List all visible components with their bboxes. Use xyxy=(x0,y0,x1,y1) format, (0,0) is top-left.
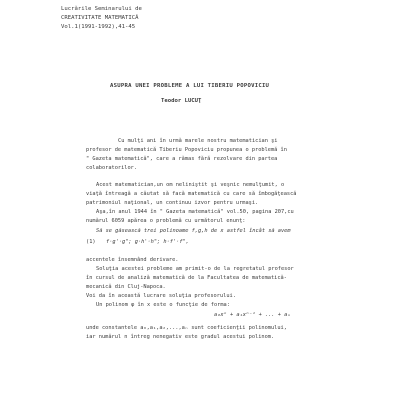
paragraph-2-line-1: Acest matematician,un om neliniştit şi veşnic nemulţumit, o xyxy=(96,182,285,188)
polynomial-form: a₀xⁿ + a₁xⁿ⁻¹ + ... + aₙ xyxy=(214,312,291,318)
paragraph-2-line-2: viaţă întreagă a căutat să facă matematică cu care să îmbogăţească xyxy=(86,191,297,197)
paragraph-5-line-1: Un polinom φ în x este o funcţie de forma: xyxy=(96,302,230,308)
journal-volume: Vol.1(1991-1992),41-45 xyxy=(61,24,136,30)
paragraph-4-line-3: mecanică din Cluj-Napoca. xyxy=(86,284,166,290)
equation-number: (1) xyxy=(86,239,96,245)
paragraph-4-line-1: Soluţia acestei probleme am primit-o de la regretatul profesor xyxy=(96,266,294,272)
paragraph-6-line-2: iar numărul n întreg nenegativ este gradul acestui polinom. xyxy=(86,334,275,340)
paragraph-2-line-3: patrimoniul naţional, un continuu izvor pentru urmaşi. xyxy=(86,200,259,206)
paragraph-3-line-1: Aşa,în anul 1944 în " Gazeta matematică" vol.50, pagina 207,cu xyxy=(96,209,294,215)
paragraph-1-line-3: " Gazeta matematică", care a rămas fără rezolvare din partea xyxy=(86,156,278,162)
equation-1: f·g'·g"; g·h'·h"; h·f'·f", xyxy=(106,239,189,245)
paragraph-1-line-2: profesor de matematică Tiberiu Popoviciu propunea o problemă în xyxy=(86,147,287,153)
problem-statement: Să se găsească trei polinoame f,g,h de x astfel încât să avem xyxy=(96,228,291,234)
paragraph-1-line-1: Cu mulţi ani în urmă marele nostru matematician şi xyxy=(118,138,278,144)
article-title: ASUPRA UNEI PROBLEME A LUI TIBERIU POPOVICIU xyxy=(110,83,270,89)
paragraph-6-line-1: unde constantele a₀,a₁,a₂,...,aₙ sunt coeficienţii polinomului, xyxy=(86,325,287,331)
paragraph-1-line-4: colaboratorilor. xyxy=(86,165,138,171)
paragraph-4-line-2: în cursul de analiză matematică de la Facultatea de matematică- xyxy=(86,275,287,281)
derivative-note: accentele însemnând derivare. xyxy=(86,257,179,263)
paragraph-4-line-4: Voi da în această lucrare soluţia profesorului. xyxy=(86,293,236,299)
article-author: Teodor LUCUŢ xyxy=(161,98,202,104)
paragraph-3-line-2: numărul 6059 apărea o problemă cu următorul enunţ: xyxy=(86,218,246,224)
journal-name: Lucrările Seminarului de xyxy=(61,6,142,12)
journal-subtitle: CREATIVITATE MATEMATICĂ xyxy=(61,15,139,21)
